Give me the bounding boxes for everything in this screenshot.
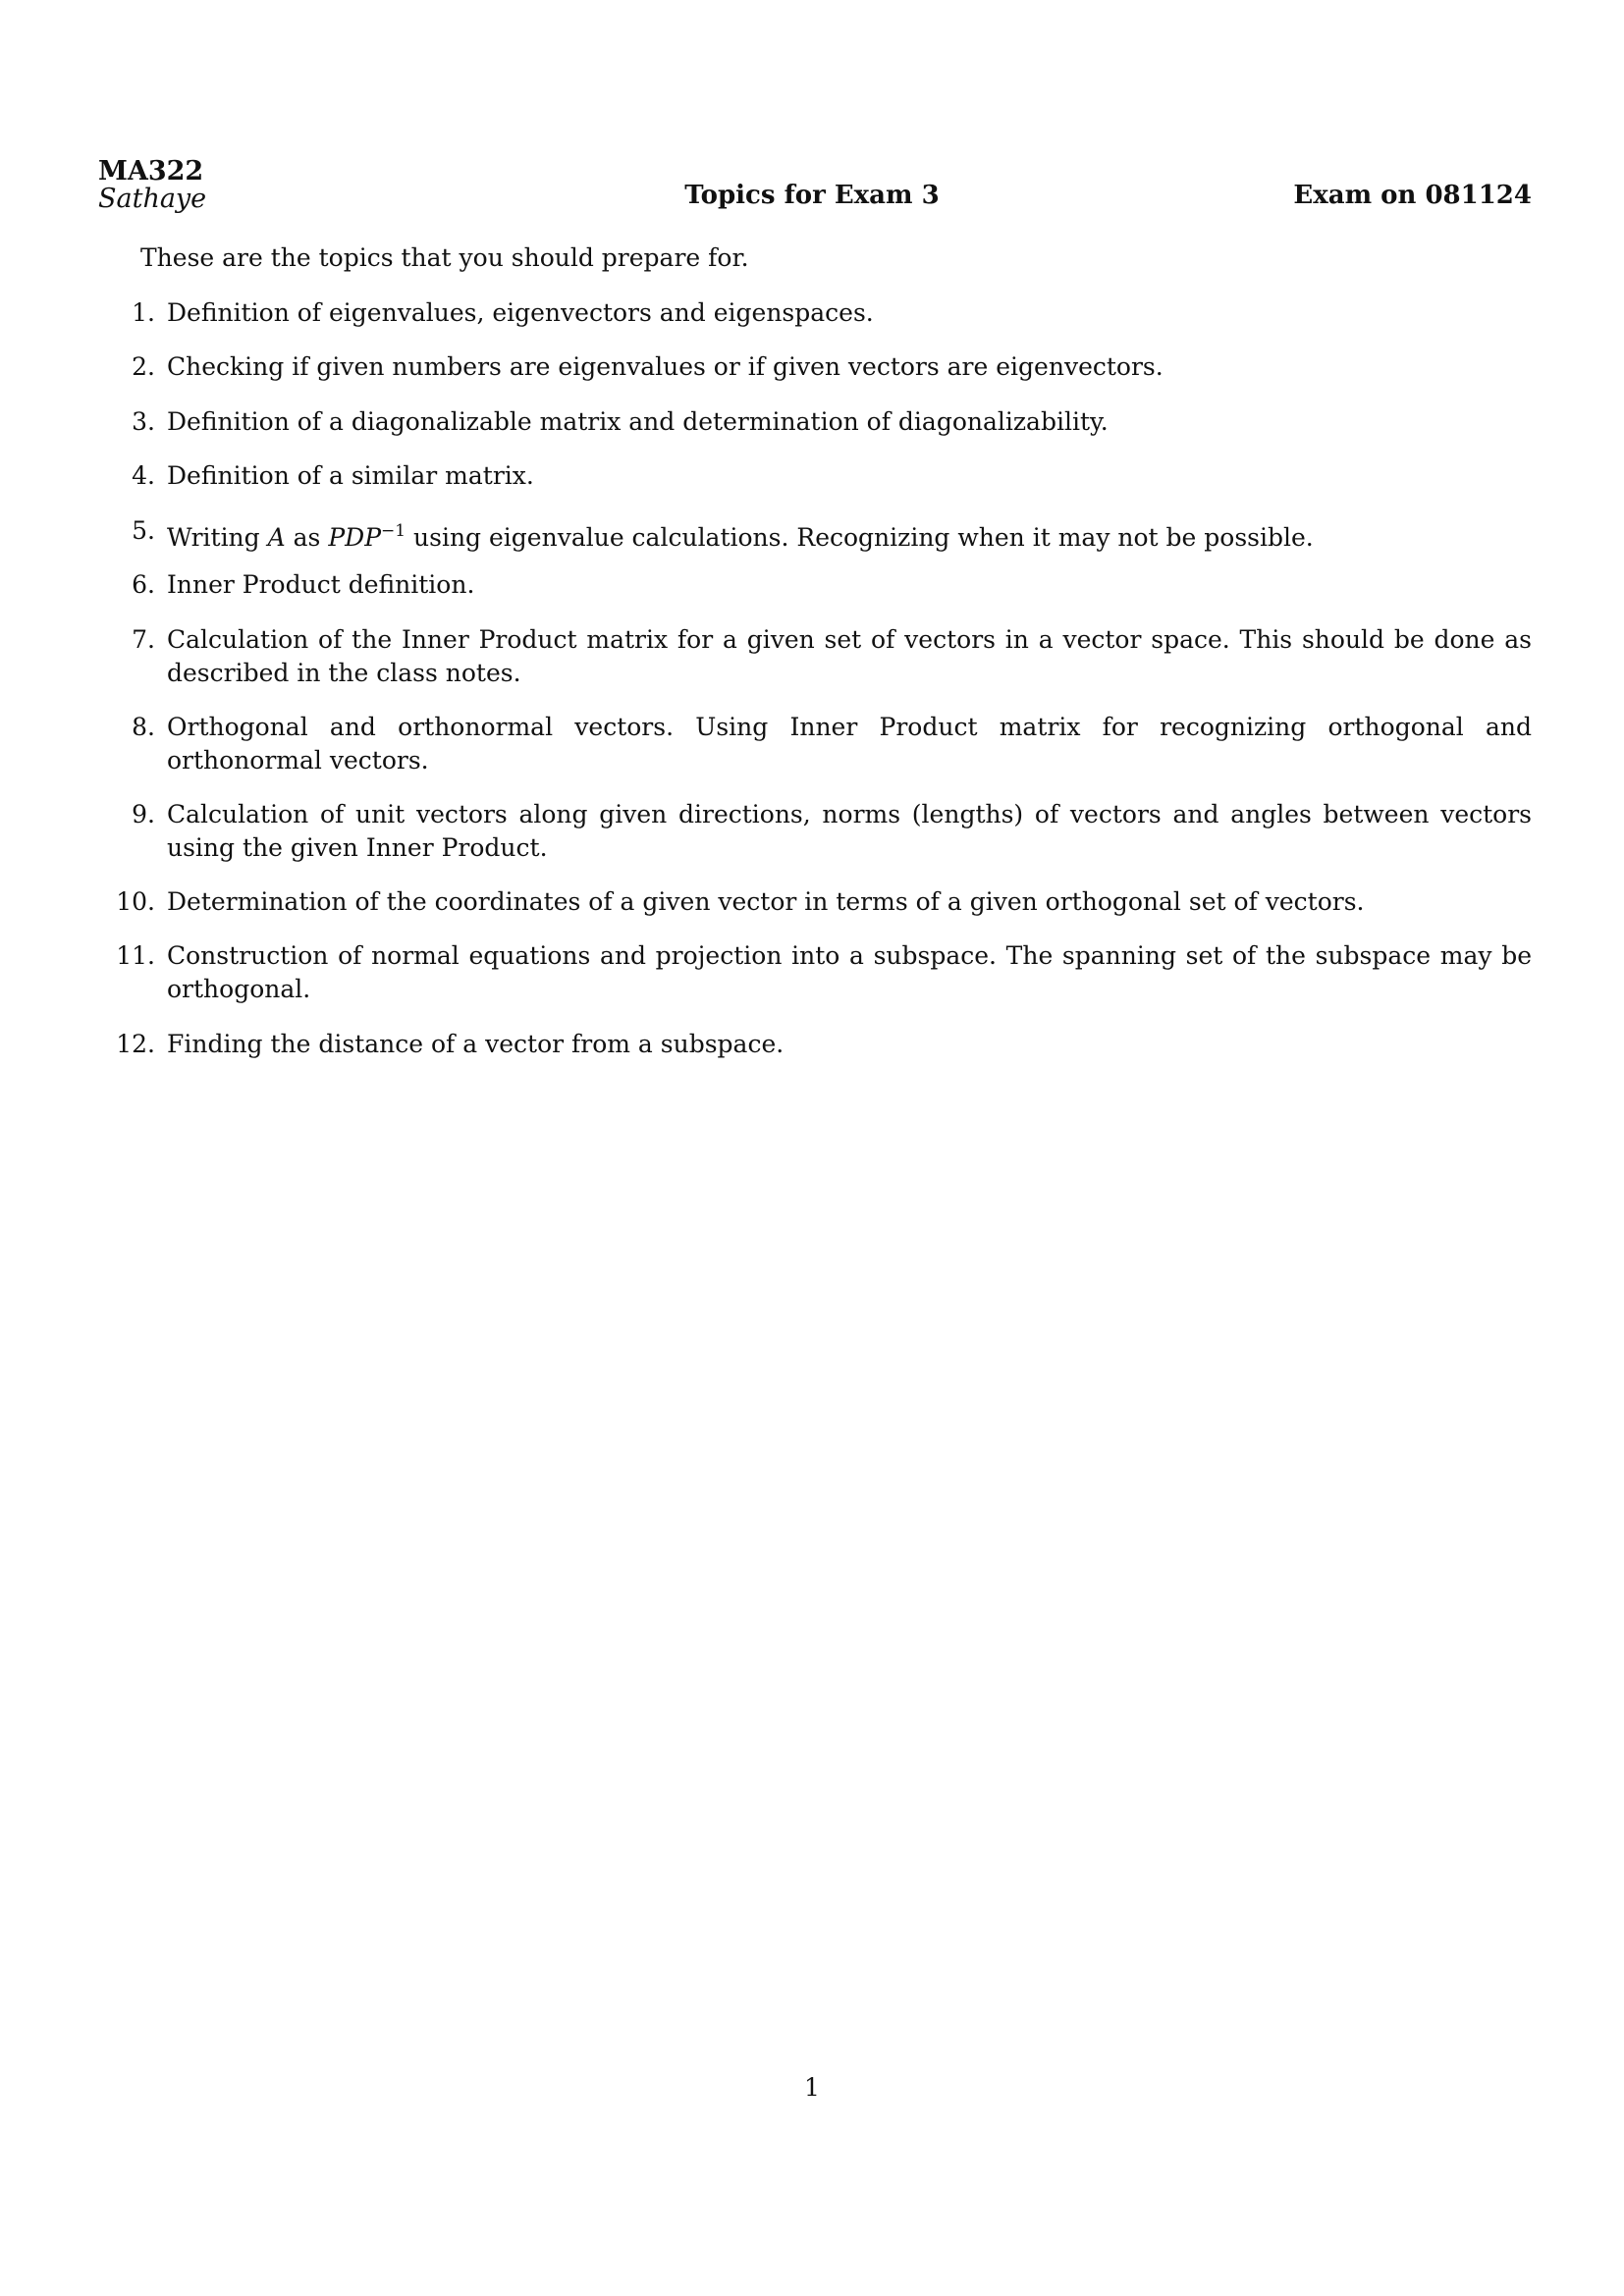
text-post: using eigenvalue calculations. Recognizing when it may not be possible. xyxy=(406,523,1314,552)
list-item xyxy=(98,405,1532,439)
item-number: 10. xyxy=(116,887,155,916)
list-item xyxy=(98,1028,1532,1061)
item-text: Construction of normal equations and projection into a subspace. The spanning set of the subspace may be orthogonal. xyxy=(167,941,1532,1003)
list-item xyxy=(98,568,1532,602)
item-number: 11. xyxy=(116,941,155,970)
page-title: Topics for Exam 3 xyxy=(684,181,940,210)
item-text: Calculation of the Inner Product matrix for a given set of vectors in a vector space. This should be done as described in the class notes. xyxy=(167,625,1532,687)
list-item xyxy=(98,296,1532,330)
item-number: 4. xyxy=(132,461,155,490)
author-name: Sathaye xyxy=(98,184,207,214)
math-superscript: −1 xyxy=(381,521,406,541)
text-pre: Writing xyxy=(167,523,268,552)
item-text: Calculation of unit vectors along given directions, norms (lengths) of vectors and angles between vectors using the given Inner Product. xyxy=(167,800,1532,862)
item-number: 1. xyxy=(132,298,155,327)
item-number: 3. xyxy=(132,407,155,436)
item-text: Determination of the coordinates of a given vector in terms of a given orthogonal set of vectors. xyxy=(167,887,1365,916)
item-text: Definition of a similar matrix. xyxy=(167,461,534,490)
item-text: Definition of eigenvalues, eigenvectors and eigenspaces. xyxy=(167,298,874,327)
list-item xyxy=(98,711,1532,777)
item-number: 8. xyxy=(132,713,155,741)
intro-text: These are the topics that you should prepare for. xyxy=(140,243,749,272)
item-text: Inner Product definition. xyxy=(167,570,475,599)
item-number: 7. xyxy=(132,625,155,654)
item-text: Definition of a diagonalizable matrix and determination of diagonalizability. xyxy=(167,407,1109,436)
page-number: 1 xyxy=(804,2073,820,2102)
list-item xyxy=(98,623,1532,690)
item-number: 5. xyxy=(132,516,155,545)
list-item xyxy=(98,514,1532,555)
item-text: Finding the distance of a vector from a subspace. xyxy=(167,1030,785,1058)
item-number: 6. xyxy=(132,570,155,599)
item-text xyxy=(167,514,1532,555)
list-item xyxy=(98,798,1532,865)
math-pdp: PDP xyxy=(328,523,382,552)
exam-date: Exam on 081124 xyxy=(1293,181,1532,210)
list-item xyxy=(98,350,1532,384)
item-number: 12. xyxy=(116,1030,155,1058)
list-item xyxy=(98,885,1532,919)
text-as: as xyxy=(285,523,329,552)
item-text: Orthogonal and orthonormal vectors. Using Inner Product matrix for recognizing orthogonal and orthonormal vectors. xyxy=(167,713,1532,774)
item-text: Checking if given numbers are eigenvalues or if given vectors are eigenvectors. xyxy=(167,352,1164,381)
course-code: MA322 xyxy=(98,156,204,187)
item-number: 2. xyxy=(132,352,155,381)
item-number: 9. xyxy=(132,800,155,828)
list-item xyxy=(98,459,1532,493)
list-item xyxy=(98,939,1532,1006)
math-a: A xyxy=(267,523,286,552)
